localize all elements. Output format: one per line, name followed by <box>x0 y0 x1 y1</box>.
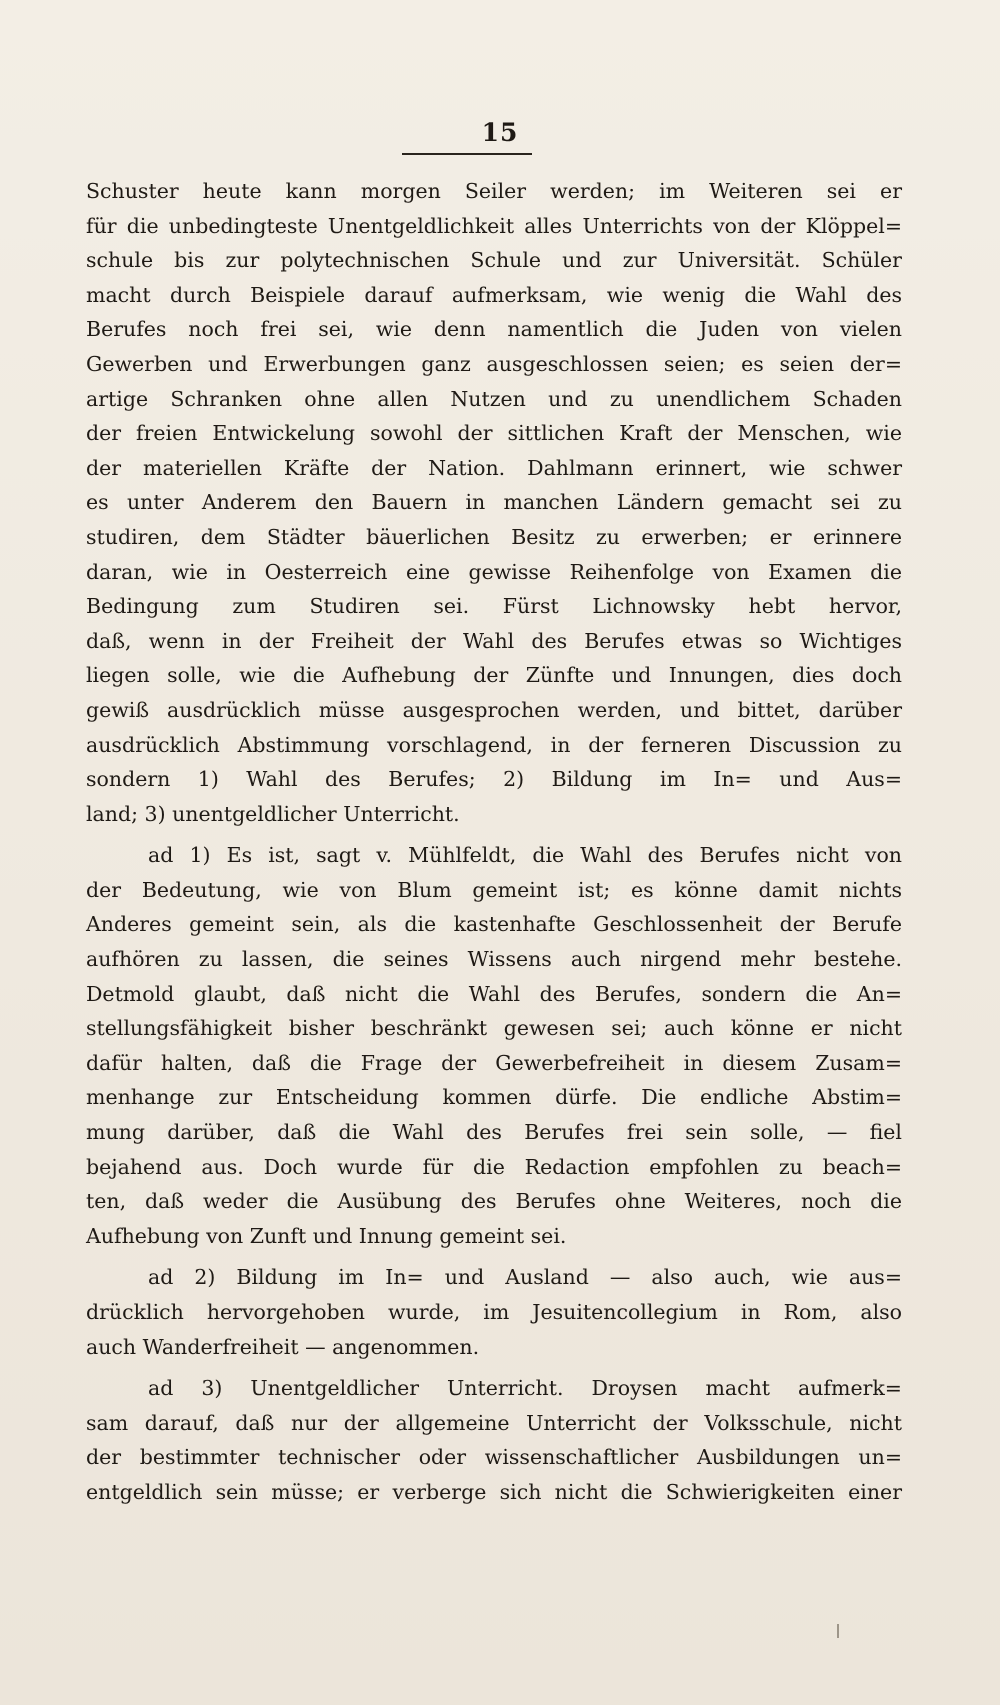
text-line: auch Wanderfreiheit — angenommen. <box>86 1334 480 1359</box>
text-line: aufhören zu lassen, die seines Wissens auch nirgend mehr bestehe. <box>86 947 902 972</box>
text-line: der freien Entwickelung sowohl der sittlichen Kraft der Menschen, wie <box>86 421 902 446</box>
text-line: Gewerben und Erwerbungen ganz ausgeschlossen seien; es seien der= <box>86 351 902 376</box>
text-line: mung darüber, daß die Wahl des Berufes frei sein solle, — fiel <box>86 1120 902 1145</box>
body-text <box>86 174 902 1510</box>
text-line: daß, wenn in der Freiheit der Wahl des Berufes etwas so Wichtiges <box>86 628 902 653</box>
text-line: Schuster heute kann morgen Seiler werden; im Weiteren sei er <box>86 179 902 203</box>
text-line: es unter Anderem den Bauern in manchen Ländern gemacht sei zu <box>86 490 902 515</box>
text-line: ad 1) Es ist, sagt v. Mühlfeldt, die Wahl des Berufes nicht von <box>148 843 902 868</box>
text-line: Berufes noch frei sei, wie denn namentlich die Juden von vielen <box>86 317 902 342</box>
text-line: Aufhebung von Zunft und Innung gemeint sei. <box>86 1223 567 1248</box>
text-line: land; 3) unentgeldlicher Unterricht. <box>86 801 460 826</box>
page-number: 15 <box>481 118 519 147</box>
header-rule <box>402 153 532 155</box>
text-line: studiren, dem Städter bäuerlichen Besitz zu erwerben; er erinnere <box>86 524 902 549</box>
text-line: der Bedeutung, wie von Blum gemeint ist; es könne damit nichts <box>86 877 902 902</box>
text-line: drücklich hervorgehoben wurde, im Jesuitencollegium in Rom, also <box>86 1300 902 1324</box>
text-line: artige Schranken ohne allen Nutzen und zu unendlichem Schaden <box>86 386 902 411</box>
text-line: für die unbedingteste Unentgeldlichkeit alles Unterrichts von der Klöppel= <box>86 213 902 238</box>
text-line: liegen solle, wie die Aufhebung der Zünfte und Innungen, dies doch <box>86 663 902 688</box>
text-line: Bedingung zum Studiren sei. Fürst Lichnowsky hebt hervor, <box>86 594 902 619</box>
printer-mark <box>837 1624 839 1638</box>
text-line: entgeldlich sein müsse; er verberge sich nicht die Schwierigkeiten einer <box>86 1479 902 1504</box>
text-line: dafür halten, daß die Frage der Gewerbefreiheit in diesem Zusam= <box>86 1050 902 1075</box>
text-line: sondern 1) Wahl des Berufes; 2) Bildung im In= und Aus= <box>86 767 902 792</box>
text-line: sam darauf, daß nur der allgemeine Unterricht der Volksschule, nicht <box>86 1410 902 1435</box>
text-line: gewiß ausdrücklich müsse ausgesprochen werden, und bittet, darüber <box>86 697 902 722</box>
text-line: daran, wie in Oesterreich eine gewisse Reihenfolge von Examen die <box>86 559 902 584</box>
text-line: ausdrücklich Abstimmung vorschlagend, in der ferneren Discussion zu <box>86 732 902 757</box>
text-line: der materiellen Kräfte der Nation. Dahlmann erinnert, wie schwer <box>86 455 902 480</box>
text-line: bejahend aus. Doch wurde für die Redaction empfohlen zu beach= <box>86 1154 902 1179</box>
text-line: menhange zur Entscheidung kommen dürfe. Die endliche Abstim= <box>86 1085 902 1110</box>
text-line: ad 2) Bildung im In= und Ausland — also auch, wie aus= <box>148 1265 902 1290</box>
text-line: Anderes gemeint sein, als die kastenhafte Geschlossenheit der Berufe <box>86 912 902 937</box>
text-line: ad 3) Unentgeldlicher Unterricht. Droysen macht aufmerk= <box>148 1376 902 1401</box>
text-line: schule bis zur polytechnischen Schule und zur Universität. Schüler <box>86 248 902 273</box>
text-line: stellungsfähigkeit bisher beschränkt gewesen sei; auch könne er nicht <box>86 1016 902 1041</box>
text-line: ten, daß weder die Ausübung des Berufes ohne Weiteres, noch die <box>86 1189 902 1214</box>
text-line: macht durch Beispiele darauf aufmerksam, wie wenig die Wahl des <box>86 282 902 307</box>
text-line: der bestimmter technischer oder wissenschaftlicher Ausbildungen un= <box>86 1445 902 1470</box>
text-line: Detmold glaubt, daß nicht die Wahl des Berufes, sondern die An= <box>86 981 902 1006</box>
page-header <box>0 118 1000 147</box>
